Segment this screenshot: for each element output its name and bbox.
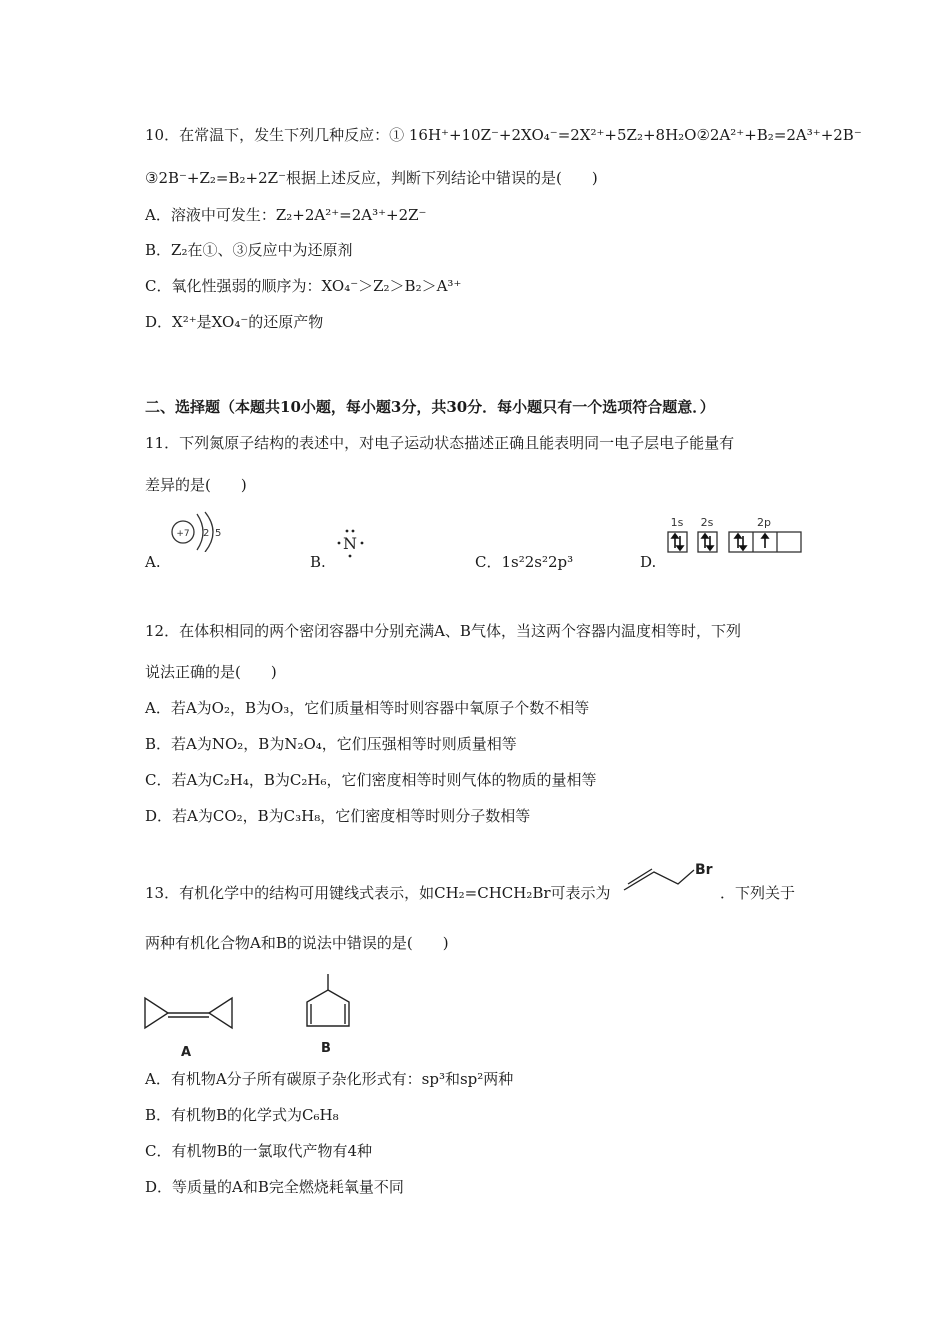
q13-option-d: D．等质量的A和B完全燃烧耗氧量不同	[145, 1178, 404, 1196]
q12-option-c: C．若A为C₂H₄，B为C₂H₆，它们密度相等时则气体的物质的量相等	[145, 771, 597, 789]
q10-stem-line2: ③2B⁻+Z₂=B₂+2Z⁻根据上述反应，判断下列结论中错误的是( )	[145, 169, 598, 187]
nucleus-charge: +7	[176, 529, 190, 539]
orbital-2s-label: 2s	[700, 516, 714, 529]
lewis-dot-structure	[336, 528, 366, 558]
q13-stem-line1: 13．有机化学中的结构可用键线式表示，如CH₂=CHCH₂Br可表示为	[145, 884, 611, 902]
q13-option-c: C．有机物B的一氯取代产物有4种	[145, 1142, 373, 1160]
q10-option-a: A．溶液中可发生：Z₂+2A²⁺=2A³⁺+2Z⁻	[145, 206, 427, 224]
q10-stem-line1: 10．在常温下，发生下列几种反应：① 16H⁺+10Z⁻+2XO₄⁻=2X²⁺+5Z₂+8H₂O②2A²⁺+B₂=2A³⁺+2B⁻	[145, 126, 862, 144]
q13-option-a: A．有机物A分子所有碳原子杂化形式有：sp³和sp²两种	[145, 1070, 514, 1088]
q10-option-c: C．氧化性强弱的顺序为：XO₄⁻＞Z₂＞B₂＞A³⁺	[145, 277, 462, 295]
q13-stem-line1-tail: ．下列关于	[720, 884, 796, 902]
q11-option-c: C．1s²2s²2p³	[475, 553, 574, 571]
molecule-b-label: B	[321, 1041, 331, 1056]
section-heading: 二、选择题（本题共10小题，每小题3分，共30分．每小题只有一个选项符合题意．）	[145, 398, 715, 416]
q13-stem-line2: 两种有机化合物A和B的说法中错误的是( )	[145, 934, 449, 952]
molecule-a-structure	[140, 990, 240, 1060]
q12-option-a: A．若A为O₂，B为O₃，它们质量相等时则容器中氧原子个数不相等	[145, 699, 590, 717]
q13-option-b: B．有机物B的化学式为C₆H₈	[145, 1106, 339, 1124]
shell1-count: 2	[203, 528, 210, 539]
molecule-b-structure	[300, 970, 356, 1060]
shell2-count: 5	[215, 528, 222, 539]
q12-option-d: D．若A为CO₂，B为C₃H₈，它们密度相等时则分子数相等	[145, 807, 531, 825]
molecule-a-label: A	[180, 1045, 192, 1060]
q10-option-d: D．X²⁺是XO₄⁻的还原产物	[145, 313, 324, 331]
q12-stem-line1: 12．在体积相同的两个密闭容器中分别充满A、B气体，当这两个容器内温度相等时，下列	[145, 622, 741, 640]
allyl-bromide-skeletal	[620, 858, 718, 894]
q11-stem-line2: 差异的是( )	[145, 476, 247, 494]
q11-option-b-label: B.	[310, 553, 326, 571]
q10-option-b: B．Z₂在①、③反应中为还原剂	[145, 241, 353, 259]
q12-option-b: B．若A为NO₂，B为N₂O₄，它们压强相等时则质量相等	[145, 735, 517, 753]
atom-structure-diagram	[165, 510, 235, 552]
orbital-diagram	[665, 512, 805, 556]
orbital-1s-label: 1s	[670, 516, 684, 529]
q11-stem-line1: 11．下列氮原子结构的表述中，对电子运动状态描述正确且能表明同一电子层电子能量有	[145, 434, 735, 452]
q12-stem-line2: 说法正确的是( )	[145, 663, 277, 681]
bromine-label: Br	[695, 862, 713, 878]
q11-option-d-label: D.	[640, 553, 657, 571]
q11-option-a-label: A.	[145, 553, 161, 571]
lewis-symbol: N	[343, 534, 357, 553]
orbital-2p-label: 2p	[757, 516, 771, 529]
